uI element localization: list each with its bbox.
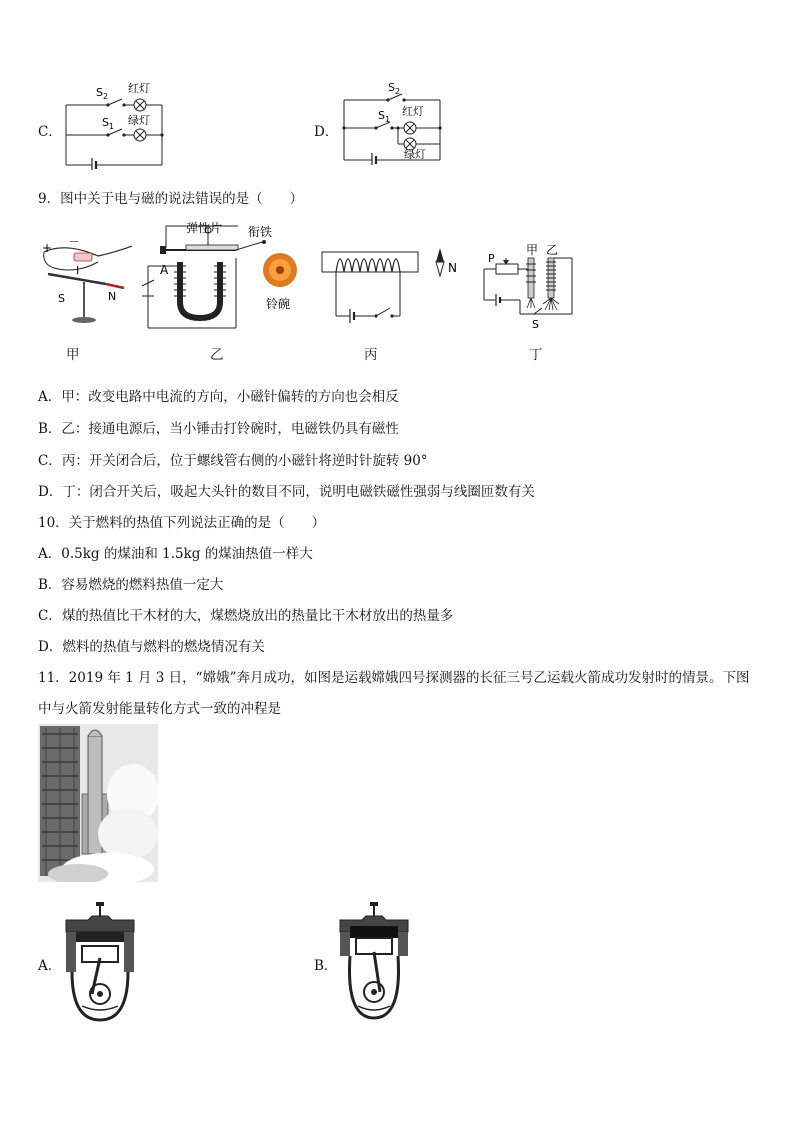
engine-stroke-b bbox=[336, 902, 432, 1022]
piston-icon bbox=[356, 938, 392, 954]
label-red-lamp: 红灯 bbox=[402, 105, 424, 118]
label-needle-n: N bbox=[448, 261, 457, 275]
rheostat-icon bbox=[496, 264, 518, 274]
switch-icon bbox=[376, 308, 390, 316]
label-green-lamp: 绿灯 bbox=[128, 114, 150, 127]
label-green-lamp: 绿灯 bbox=[404, 148, 426, 161]
label-s1: $S_1$ bbox=[378, 109, 391, 124]
figure-yi-electric-bell bbox=[138, 218, 298, 333]
switch-s2-icon bbox=[108, 99, 122, 105]
q10-stem: 10．关于燃料的热值下列说法正确的是（ ） bbox=[38, 515, 326, 531]
armature-icon bbox=[186, 245, 238, 250]
label-s1: $S_1$ bbox=[102, 116, 115, 131]
q9-stem: 9．图中关于电与磁的说法错误的是（ ） bbox=[38, 191, 304, 207]
circuit-diagram-c bbox=[58, 80, 178, 170]
pins-icon bbox=[527, 298, 535, 308]
label-armature: 衔铁 bbox=[248, 225, 273, 239]
valve-icon bbox=[76, 932, 124, 942]
figure-jia-oersted bbox=[36, 222, 146, 332]
q8-option-c-label: C． bbox=[38, 124, 62, 140]
q9-option-a: A．甲：改变电路中电流的方向，小磁针偏转的方向也会相反 bbox=[38, 389, 399, 405]
label-s2: $S_2$ bbox=[96, 86, 109, 101]
resistor-icon bbox=[74, 253, 92, 261]
q11-option-b-label: B． bbox=[314, 958, 338, 974]
engine-stroke-a bbox=[62, 902, 158, 1022]
label-n-pole: N bbox=[108, 290, 117, 303]
caption-yi: 乙 bbox=[210, 347, 224, 363]
q11-stem-line2: 中与火箭发射能量转化方式一致的冲程是 bbox=[38, 701, 281, 717]
label-plus: + bbox=[42, 241, 53, 255]
label-spring: 弹性片 bbox=[186, 221, 223, 235]
label-switch-s: S bbox=[532, 318, 539, 331]
label-minus: － bbox=[68, 235, 81, 249]
caption-ding: 丁 bbox=[529, 347, 543, 363]
figure-bing-solenoid bbox=[318, 242, 468, 332]
connecting-rod-icon bbox=[374, 952, 380, 992]
q8-option-d-label: D． bbox=[314, 124, 339, 140]
valve-icon bbox=[350, 926, 398, 938]
spring-piece-icon bbox=[160, 246, 166, 254]
label-p: P bbox=[488, 252, 495, 265]
label-current: I bbox=[76, 264, 80, 277]
circuit-diagram-d bbox=[336, 80, 456, 165]
label-coil-jia: 甲 bbox=[526, 243, 539, 257]
caption-jia: 甲 bbox=[66, 347, 80, 363]
label-point-a: A bbox=[160, 263, 169, 277]
compass-needle-icon bbox=[436, 248, 444, 262]
q9-option-c: C．丙：开关闭合后，位于螺线管右侧的小磁针将逆时针旋转 90° bbox=[38, 453, 428, 469]
q9-option-d: D．丁：闭合开关后，吸起大头针的数目不同，说明电磁铁磁性强弱与线圈匝数有关 bbox=[38, 484, 535, 500]
rocket-launch-photo bbox=[38, 724, 158, 882]
label-coil-yi: 乙 bbox=[546, 243, 559, 257]
q10-option-d: D．燃料的热值与燃料的燃烧情况有关 bbox=[38, 639, 265, 655]
connecting-rod-icon bbox=[92, 958, 100, 994]
q11-option-a-label: A． bbox=[38, 958, 62, 974]
label-red-lamp: 红灯 bbox=[128, 82, 150, 95]
q10-option-a: A．0.5kg 的煤油和 1.5kg 的煤油热值一样大 bbox=[38, 546, 313, 562]
figure-ding-electromagnets bbox=[476, 240, 586, 332]
q11-stem-line1: 11．2019 年 1 月 3 日，“嫦娥”奔月成功，如图是运载嫦娥四号探测器的长征三号乙运载火箭成功发射时的情景。下图 bbox=[38, 670, 750, 686]
switch-icon bbox=[534, 308, 542, 314]
caption-bing: 丙 bbox=[364, 347, 378, 363]
label-s2: $S_2$ bbox=[388, 81, 401, 96]
label-bell: 铃碗 bbox=[266, 297, 291, 311]
label-s-pole: S bbox=[58, 292, 65, 305]
q10-option-c: C．煤的热值比干木材的大，煤燃烧放出的热量比干木材放出的热量多 bbox=[38, 608, 454, 624]
q9-option-b: B．乙：接通电源后，当小锤击打铃碗时，电磁铁仍具有磁性 bbox=[38, 421, 399, 437]
q10-option-b: B．容易燃烧的燃料热值一定大 bbox=[38, 577, 224, 593]
